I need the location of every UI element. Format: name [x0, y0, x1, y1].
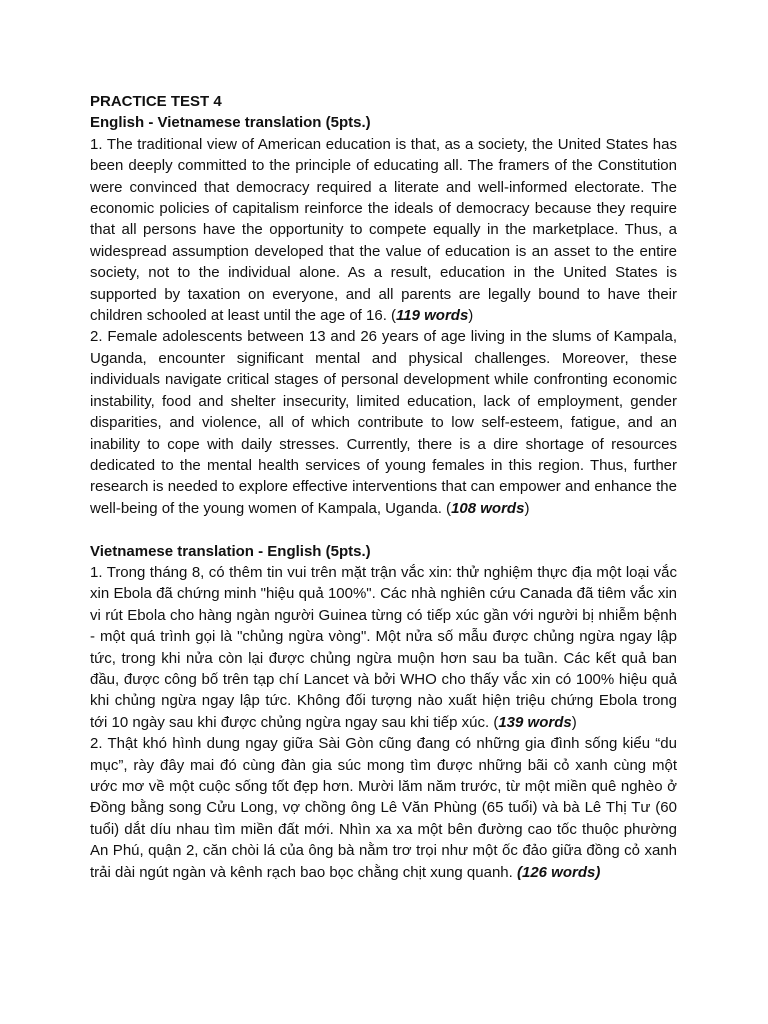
passage-text: 1. Trong tháng 8, có thêm tin vui trên mặt trận vắc xin: thử nghiệm thực địa một loại vắc xin Ebola đã chứng minh "hiệu quả 100%". Các nhà nghiên cứu Canada đã tiêm vắc xin vi rút Ebola cho hàng ngàn người Guinea từng có tiếp xúc gần với người bị nhiễm bệnh - một quá trình gọi là "chủng ngừa vòng". Một nửa số mẫu được chủng ngừa ngay lập tức, trong khi nửa còn lại được chủng ngừa muộn hơn sau ba tuần. Các kết quả ban đầu, được công bố trên tạp chí Lancet và bởi WHO cho thấy vắc xin có 100% hiệu quả khi chủng ngừa ngay lập tức. Không đối tượng nào xuất hiện triệu chứng Ebola trong tới 10 ngày sau khi được chủng ngừa ngay sau khi tiếp xúc. (	[90, 563, 677, 731]
section-heading-en-vi: English - Vietnamese translation (5pts.)	[90, 114, 371, 132]
passage-en-2	[90, 326, 677, 519]
passage-vi-2	[90, 733, 677, 883]
document-page	[90, 91, 677, 883]
passage-vi-1	[90, 562, 677, 733]
passage-text: 2. Thật khó hình dung ngay giữa Sài Gòn cũng đang có những gia đình sống kiểu “du mục”, rày đây mai đó cùng đàn gia súc mong tìm được những bãi cỏ xanh cùng một ước mơ về một cuộc sống tốt đẹp hơn. Mười lăm năm trước, từ một miền quê nghèo ở Đồng bằng song Cửu Long, vợ chồng ông Lê Văn Phùng (65 tuổi) và bà Lê Thị Tư (60 tuổi) dắt díu nhau tìm miền đất mới. Nhìn xa xa một bên đường cao tốc thuộc phường An Phú, quận 2, căn chòi lá của ông bà nằm trơ trọi như một ốc đảo giữa đồng cỏ xanh trải dài ngút ngàn và kênh rạch bao bọc chằng chịt xung quanh.	[90, 735, 677, 881]
word-count: (126 words)	[516, 863, 601, 881]
section-heading-vi-en: Vietnamese translation - English (5pts.)	[90, 542, 371, 560]
word-count: 119 words	[396, 307, 469, 325]
closing-paren: )	[571, 713, 577, 731]
passage-text: 1. The traditional view of American education is that, as a society, the United States has been deeply committed to the principle of educating all. The framers of the Constitution were convinced that democracy required a literate and well-informed electorate. The economic policies of capitalism reinforce the ideals of democracy because they require that all persons have the opportunity to compete equally in the marketplace. Thus, a widespread assumption developed that the value of education is an asset to the entire society, not to the individual alone. As a result, education in the United States is supported by taxation on everyone, and all parents are legally bound to have their children schooled at least until the age of 16. (	[90, 135, 677, 325]
passage-en-1	[90, 134, 677, 327]
section-spacer	[90, 519, 677, 540]
word-count: 108 words	[451, 499, 525, 517]
closing-paren: )	[468, 307, 474, 325]
closing-paren: )	[524, 499, 530, 517]
word-count: 139 words	[498, 713, 572, 731]
passage-text: 2. Female adolescents between 13 and 26 years of age living in the slums of Kampala, Uganda, encounter significant mental and physical challenges. Moreover, these individuals navigate critical stages of personal development while confronting economic instability, food and shelter insecurity, limited education, lack of employment, gender disparities, and violence, all of which contribute to low self-esteem, fatigue, and an inability to cope with daily stresses. Currently, there is a dire shortage of resources dedicated to the mental health services of young females in this region. Thus, further research is needed to explore effective interventions that can empower and enhance the well-being of the young women of Kampala, Uganda. (	[90, 328, 677, 517]
page-title: PRACTICE TEST 4	[90, 93, 222, 110]
